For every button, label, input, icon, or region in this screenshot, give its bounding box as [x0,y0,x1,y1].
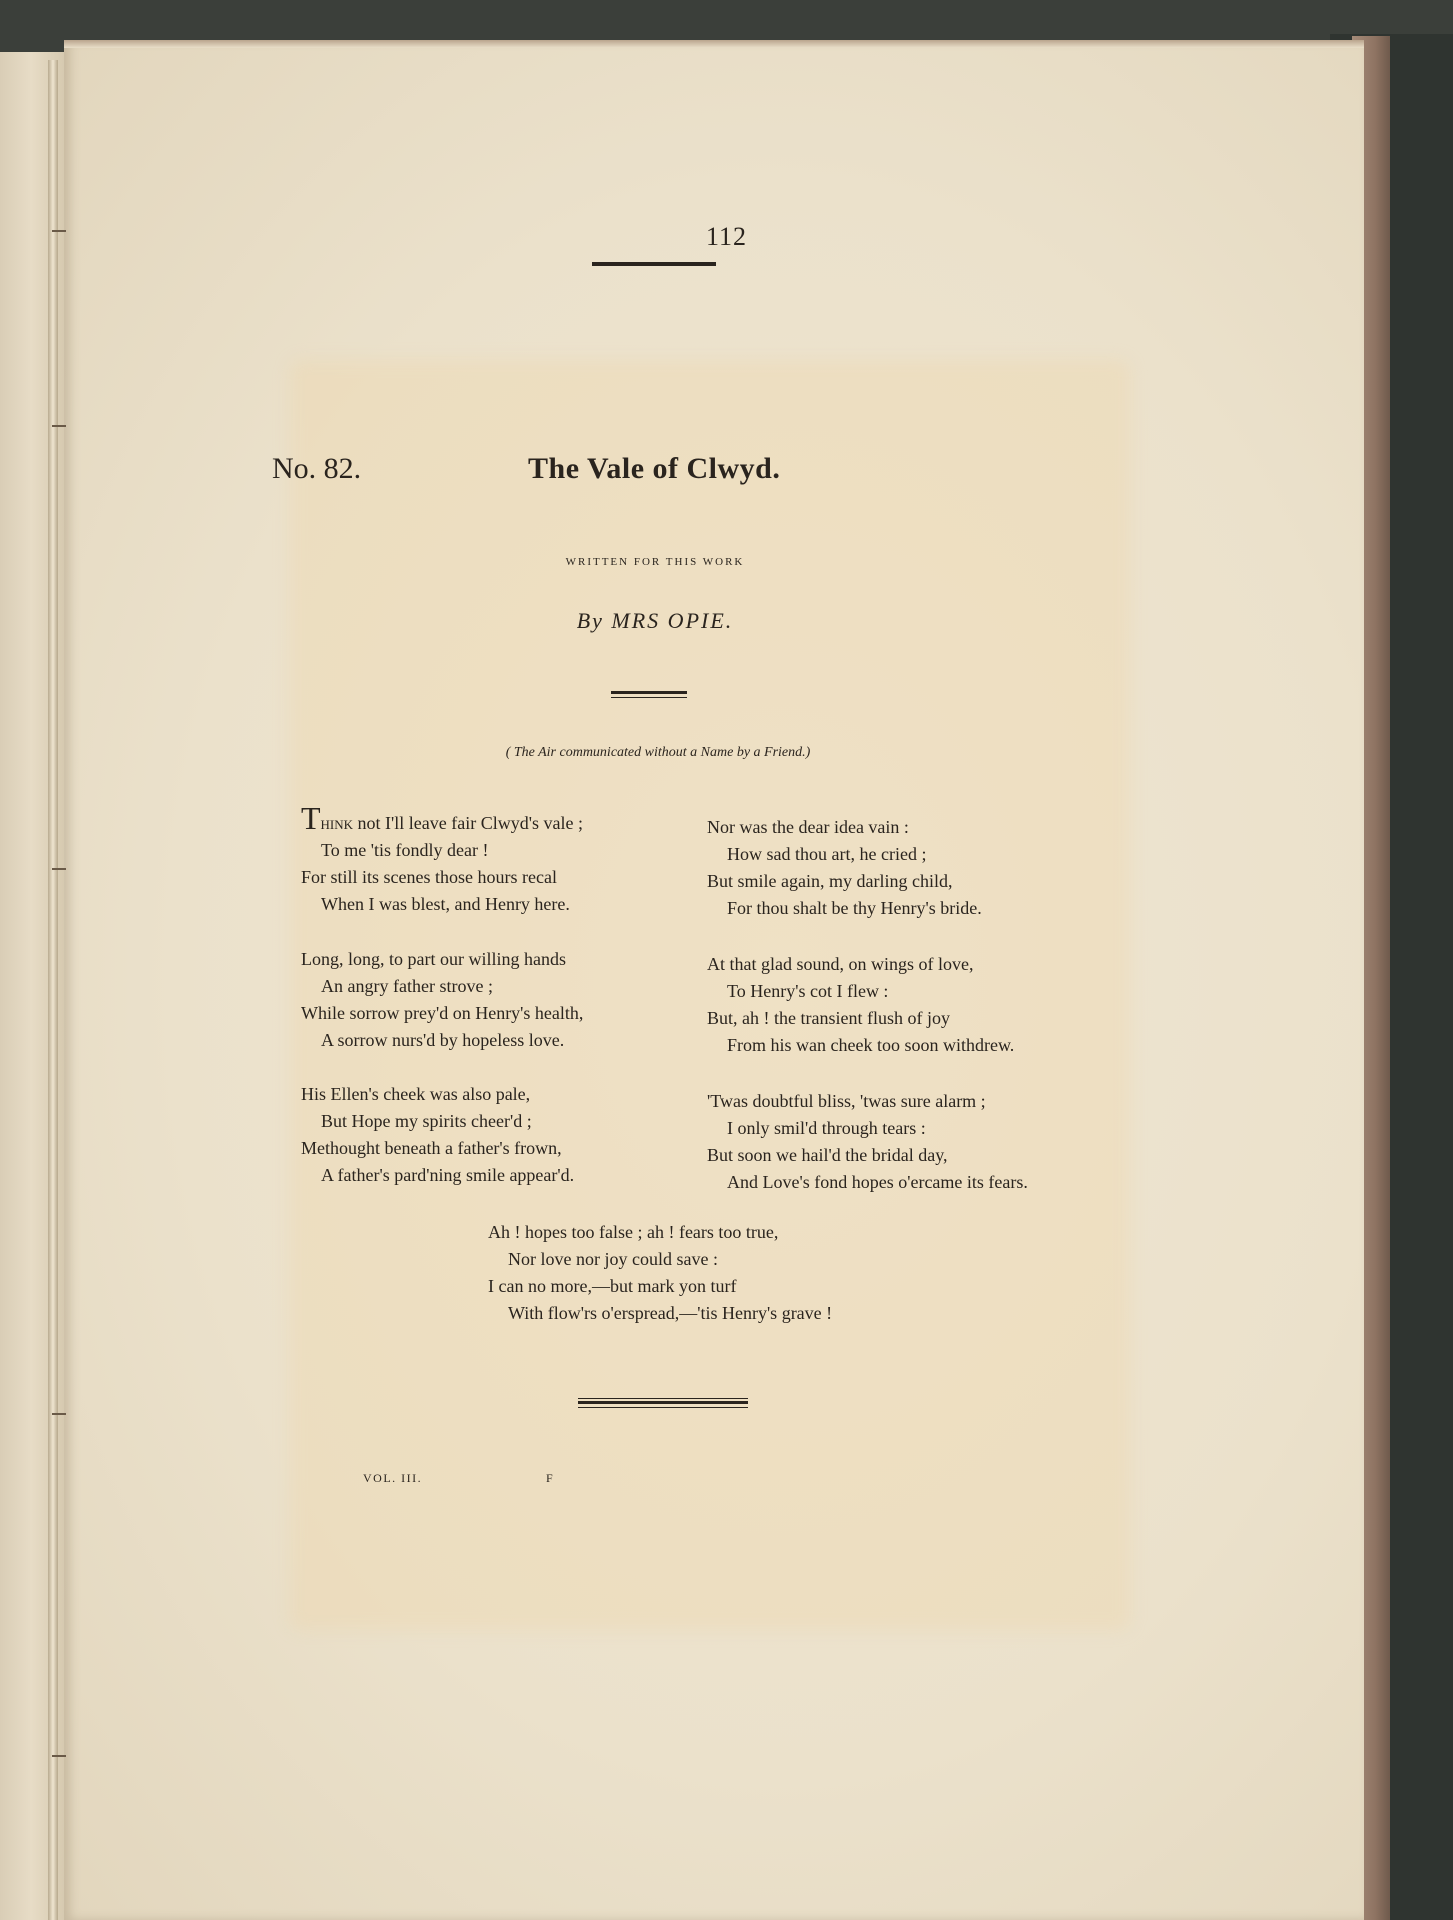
page-number: 112 [705,222,748,251]
stanza-3 [301,1081,574,1189]
stanza-line: For thou shalt be thy Henry's bride. [727,898,982,918]
page-number-rule [592,262,716,266]
stanza-line: While sorrow prey'd on Henry's health, [301,1003,584,1023]
stanza-line: But smile again, my darling child, [707,871,953,891]
stanza-line: 'Twas doubtful bliss, 'twas sure alarm ; [707,1091,986,1111]
song-number: No. 82. [272,452,362,485]
stanza-line: Nor love nor joy could save : [508,1249,718,1269]
stanza-line: From his wan cheek too soon withdrew. [727,1035,1015,1055]
stanza-line: Ah ! hopes too false ; ah ! fears too true, [488,1222,779,1242]
stanza-line: An angry father strove ; [321,976,493,996]
stanza-1 [301,800,583,918]
author: By MRS OPIE. [576,608,734,633]
page-top-edge [64,40,1364,48]
stanza-line: Nor was the dear idea vain : [707,817,909,837]
stanza-line: I can no more,—but mark yon turf [488,1276,737,1296]
stitch-mark [52,1755,66,1757]
air-note: ( The Air communicated without a Name by a Friend.) [505,745,811,760]
stanza-line: But, ah ! the transient flush of joy [707,1008,950,1028]
stanza-6 [707,1088,1028,1196]
stanza-line: But soon we hail'd the bridal day, [707,1145,948,1165]
stanza-line: Long, long, to part our willing hands [301,949,566,969]
end-rule-bottom [578,1407,748,1408]
stanza-line: Methought beneath a father's frown, [301,1138,562,1158]
stitch-mark [52,1413,66,1415]
subtitle: WRITTEN FOR THIS WORK [565,556,745,568]
stanza-line: With flow'rs o'erspread,—'tis Henry's grave ! [508,1303,833,1323]
volume-label: VOL. III. [363,1471,423,1485]
stanza-line [301,800,583,837]
stanza-5 [707,951,1014,1059]
end-rule-top [578,1398,748,1399]
small-caps-word: hink [320,813,354,833]
stanza-line: How sad thou art, he cried ; [727,844,927,864]
stanza-line: I only smil'd through tears : [727,1118,926,1138]
stanza-line: To Henry's cot I flew : [727,981,889,1001]
stanza-4 [707,814,982,922]
stanza-line: When I was blest, and Henry here. [321,894,570,914]
stanza-line: A father's pard'ning smile appear'd. [321,1165,575,1185]
song-title: The Vale of Clwyd. [528,452,781,485]
stanza-line: And Love's fond hopes o'ercame its fears. [727,1172,1028,1192]
end-rule [578,1401,748,1404]
stanza-line: A sorrow nurs'd by hopeless love. [321,1030,565,1050]
stitch-mark [52,868,66,870]
first-line-rest: not I'll leave fair Clwyd's vale ; [353,813,583,833]
stanza-2 [301,946,583,1054]
stanza-line: His Ellen's cheek was also pale, [301,1084,531,1104]
stitch-mark [52,425,66,427]
ornament-rule-thin [611,697,687,698]
stanza-line: To me 'tis fondly dear ! [321,840,489,860]
ornament-rule [611,691,687,694]
stanza-line: But Hope my spirits cheer'd ; [321,1111,532,1131]
signature-mark: F [546,1471,555,1485]
binding-edge [48,60,58,1920]
stanza-line: For still its scenes those hours recal [301,867,557,887]
stanza-line: At that glad sound, on wings of love, [707,954,974,974]
drop-cap: T [301,800,321,836]
stanza-7 [488,1219,832,1327]
